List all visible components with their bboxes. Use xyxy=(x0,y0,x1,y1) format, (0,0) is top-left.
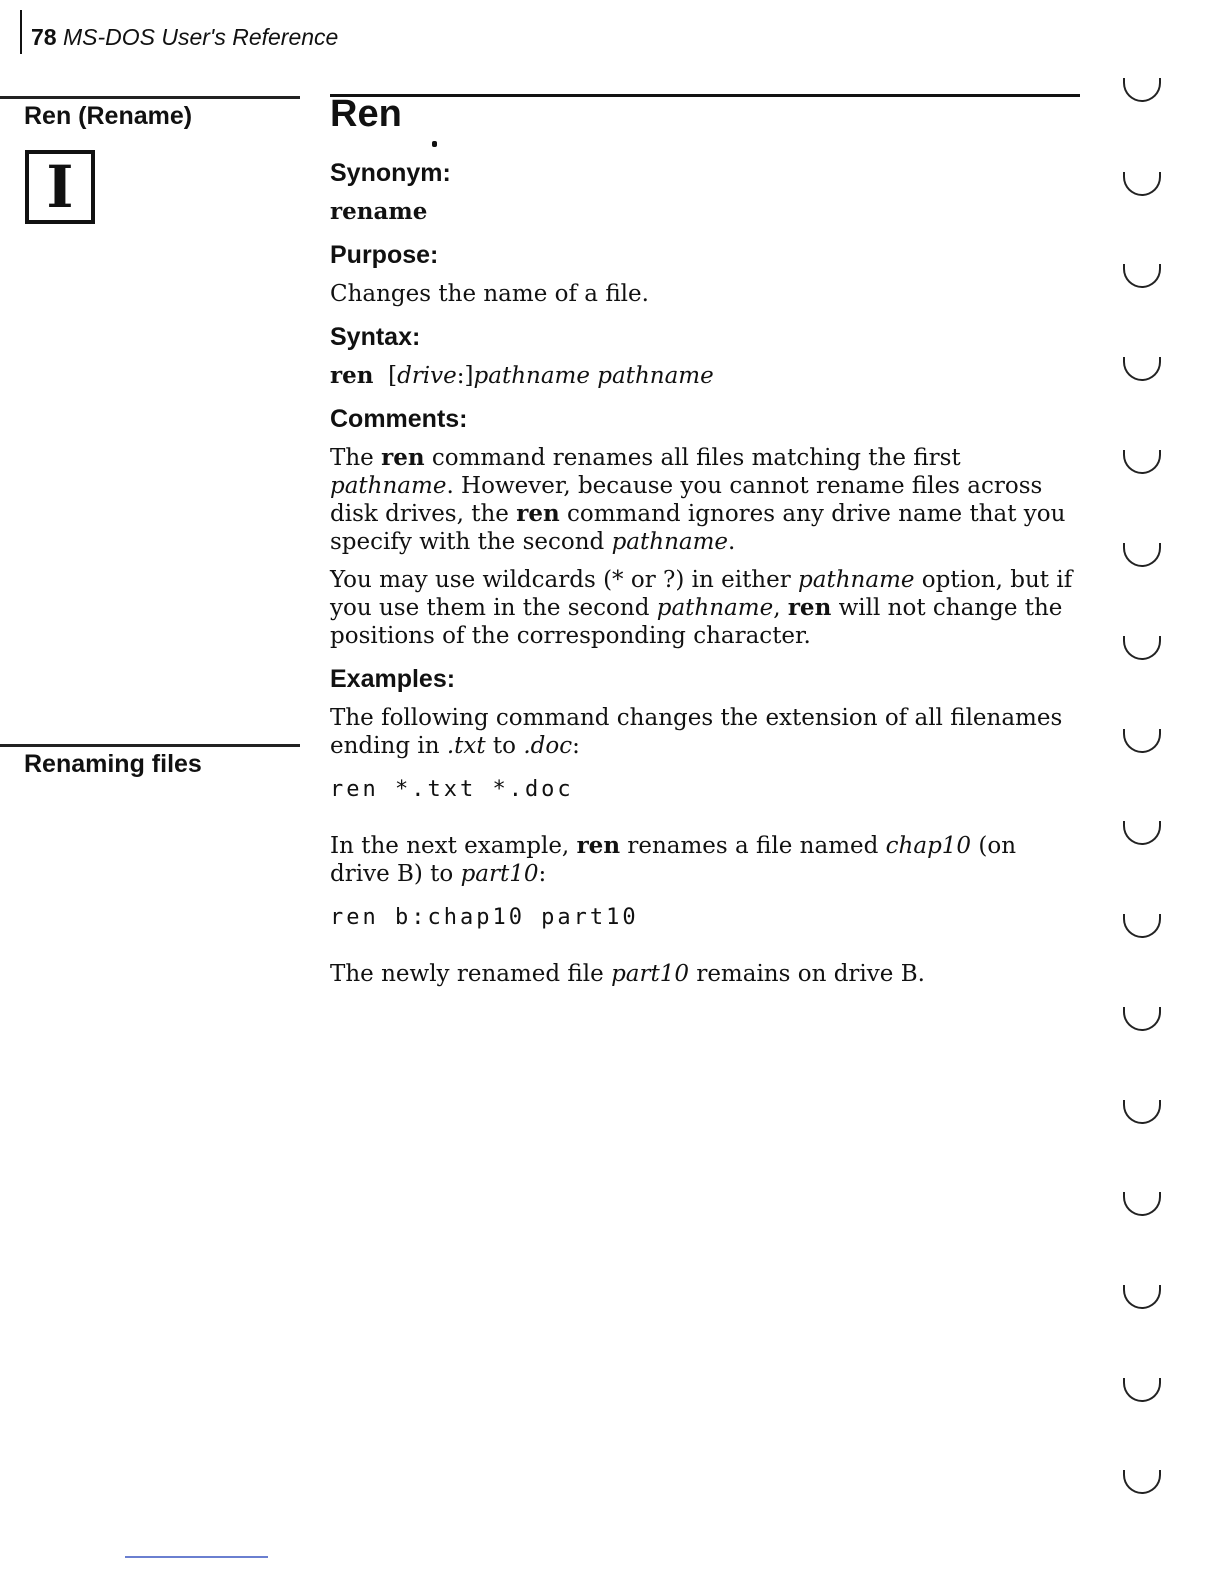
comments-heading: Comments: xyxy=(330,405,468,433)
file-extension: .txt xyxy=(446,733,486,759)
text-run: : xyxy=(572,733,580,759)
header-rule xyxy=(20,10,22,54)
text-run: remains on drive B. xyxy=(689,961,925,987)
file-name: part10 xyxy=(611,961,690,987)
binder-hole-icon xyxy=(1123,729,1161,753)
syntax-drive: drive xyxy=(397,363,457,389)
page-title: Ren xyxy=(330,93,402,135)
text-run: In the next example, xyxy=(330,833,577,859)
command-name: ren xyxy=(381,444,425,471)
binder-hole-icon xyxy=(1123,1378,1161,1402)
text-run: renames a file named xyxy=(620,833,886,859)
sidebar-rule-bottom xyxy=(0,744,300,747)
synonym-heading: Synonym: xyxy=(330,159,451,187)
synonym-value: rename xyxy=(330,198,428,225)
binder-hole-icon xyxy=(1123,78,1161,102)
closing-text xyxy=(330,960,1075,988)
page-header xyxy=(31,24,338,51)
command-name: ren xyxy=(516,500,560,527)
binder-hole-icon xyxy=(1123,357,1161,381)
example-2-code: ren b:chap10 part10 xyxy=(330,905,639,930)
text-run: option, but if you use them in the second xyxy=(330,567,1073,621)
footer-line xyxy=(125,1556,268,1558)
binder-hole-icon xyxy=(1123,450,1161,474)
param-name: pathname xyxy=(656,595,774,621)
text-run: You may use wildcards (* or ?) in either xyxy=(330,567,799,593)
example-2-text xyxy=(330,832,1075,888)
binder-hole-icon xyxy=(1123,1285,1161,1309)
binder-hole-icon xyxy=(1123,264,1161,288)
comments-paragraph-1 xyxy=(330,444,1075,556)
examples-heading: Examples: xyxy=(330,665,456,693)
binder-hole-icon xyxy=(1123,1470,1161,1494)
syntax-line xyxy=(330,362,1075,390)
command-name: ren xyxy=(787,594,832,621)
file-extension: .doc xyxy=(523,733,573,759)
text-run: , xyxy=(773,595,788,621)
binder-hole-icon xyxy=(1123,172,1161,196)
book-title: MS-DOS User's Reference xyxy=(62,24,339,50)
text-run: : xyxy=(538,861,547,887)
section-badge: I xyxy=(25,150,95,224)
syntax-command: ren xyxy=(330,362,374,389)
text-run: command renames all files matching the first xyxy=(424,445,961,471)
main-content xyxy=(330,158,1075,998)
text-run: The following command changes the extension of all filenames ending in xyxy=(330,705,1063,759)
file-name: chap10 xyxy=(885,833,972,859)
sidebar-section-title: Ren (Rename) xyxy=(24,102,193,130)
page-number: 78 xyxy=(31,24,57,50)
text-run: to xyxy=(485,733,524,759)
syntax-colon-close: :] xyxy=(456,363,474,389)
sidebar-rule-top xyxy=(0,96,300,99)
purpose-text: Changes the name of a file. xyxy=(330,281,649,307)
syntax-bracket-open: [ xyxy=(388,363,398,389)
binder-hole-icon xyxy=(1123,914,1161,938)
binder-hole-icon xyxy=(1123,636,1161,660)
text-run: (on drive B) to xyxy=(330,833,1017,887)
param-name: pathname xyxy=(798,567,915,593)
sidebar-subsection-title: Renaming files xyxy=(24,750,202,778)
param-name: pathname xyxy=(611,529,729,555)
binder-hole-icon xyxy=(1123,543,1161,567)
ink-dot xyxy=(432,141,437,147)
text-run: . xyxy=(728,529,736,555)
binder-hole-icon xyxy=(1123,821,1161,845)
param-name: pathname xyxy=(330,473,447,499)
comments-paragraph-2 xyxy=(330,566,1075,650)
example-1-code: ren *.txt *.doc xyxy=(330,777,574,802)
text-run: command ignores any drive name that you specify with the second xyxy=(330,501,1066,555)
text-run: The xyxy=(330,445,382,471)
example-1-text xyxy=(330,704,1075,760)
text-run: will not change the positions of the corresponding character. xyxy=(330,595,1063,649)
command-name: ren xyxy=(576,832,621,859)
syntax-heading: Syntax: xyxy=(330,323,421,351)
binder-hole-icon xyxy=(1123,1100,1161,1124)
purpose-heading: Purpose: xyxy=(330,241,439,269)
syntax-pathname-2: pathname xyxy=(597,363,714,389)
text-run: . However, because you cannot rename files across disk drives, the xyxy=(330,473,1043,527)
title-rule xyxy=(330,94,1080,97)
file-name: part10 xyxy=(460,861,539,887)
syntax-pathname-1: pathname xyxy=(473,363,590,389)
text-run: The newly renamed file xyxy=(330,961,612,987)
binder-hole-icon xyxy=(1123,1007,1161,1031)
binder-hole-icon xyxy=(1123,1192,1161,1216)
